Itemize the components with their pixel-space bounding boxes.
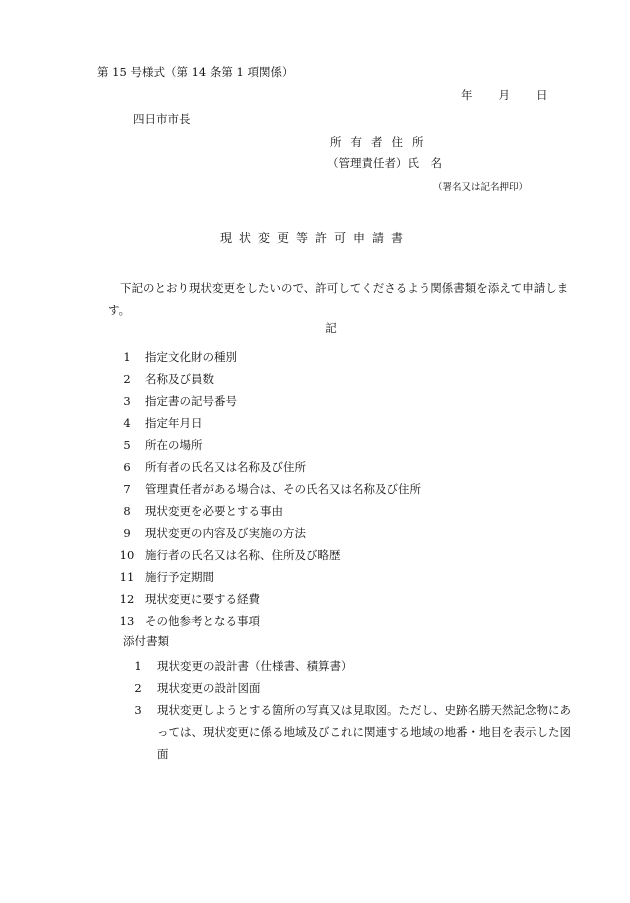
item-text: 所在の場所 — [145, 438, 203, 452]
document-title: 現状変更等許可申請書 — [219, 231, 410, 245]
list-item — [115, 390, 421, 412]
list-item — [115, 522, 421, 544]
list-item — [115, 346, 421, 368]
item-text: 現状変更に要する経費 — [145, 592, 260, 606]
item-text: 現状変更を必要とする事由 — [145, 504, 283, 518]
attachment-item — [129, 677, 577, 699]
attachment-text: 現状変更の設計図面 — [157, 681, 261, 695]
item-text: 指定書の記号番号 — [145, 394, 237, 408]
date-month: 月 — [498, 88, 510, 102]
item-number: 9 — [123, 526, 131, 540]
list-item — [115, 434, 421, 456]
item-number: 7 — [123, 482, 131, 496]
item-text: 所有者の氏名又は名称及び住所 — [145, 460, 306, 474]
intro-paragraph: 下記のとおり現状変更をしたいので、許可してくださるよう関係書類を添えて申請します。 — [108, 281, 569, 317]
item-text: 施行予定期間 — [145, 570, 214, 584]
attachments-heading: 添付書類 — [123, 634, 169, 648]
attachment-item — [129, 699, 577, 765]
item-number: 2 — [123, 372, 131, 386]
list-item — [115, 588, 421, 610]
owner-address-label: 所有者住所 — [330, 135, 433, 149]
item-text: 名称及び員数 — [145, 372, 214, 386]
item-number: 11 — [119, 570, 135, 584]
date-day: 日 — [536, 88, 548, 102]
attachment-item — [129, 655, 577, 677]
item-text: 施行者の氏名又は名称、住所及び略歴 — [145, 548, 341, 562]
item-number: 13 — [119, 614, 135, 628]
form-number: 第 15 号様式（第 14 条第 1 項関係） — [97, 65, 294, 79]
item-number: 3 — [123, 394, 131, 408]
list-item — [115, 478, 421, 500]
attachment-text: 現状変更しようとする箇所の写真又は見取図。ただし、史跡名勝天然記念物にあっては、現状変更に係る地域及びこれに関連する地域の地番・地目を表示した図面 — [157, 703, 571, 761]
item-number: 12 — [119, 592, 135, 606]
attachment-number: 1 — [134, 659, 142, 673]
item-text: 管理責任者がある場合は、その氏名又は名称及び住所 — [145, 482, 421, 496]
attachment-number: 2 — [134, 681, 142, 695]
item-number: 8 — [123, 504, 131, 518]
list-item — [115, 456, 421, 478]
item-text: 指定年月日 — [145, 416, 203, 430]
attachment-text: 現状変更の設計書（仕様書、積算書） — [157, 659, 353, 673]
item-text: 現状変更の内容及び実施の方法 — [145, 526, 306, 540]
attachment-number: 3 — [134, 703, 142, 717]
list-item — [115, 368, 421, 390]
seal-note: （署名又は記名押印） — [433, 182, 529, 193]
date-line — [461, 90, 548, 102]
item-number: 10 — [119, 548, 135, 562]
item-text: 指定文化財の種別 — [145, 350, 237, 364]
item-number: 6 — [123, 460, 131, 474]
item-text: その他参考となる事項 — [145, 614, 260, 628]
item-number: 5 — [123, 438, 131, 452]
attachment-list — [129, 655, 577, 765]
item-number: 4 — [123, 416, 131, 430]
owner-name-label: （管理責任者）氏 名 — [327, 156, 442, 170]
item-list — [115, 346, 421, 632]
list-item — [115, 610, 421, 632]
date-year: 年 — [461, 88, 473, 102]
addressee: 四日市市長 — [133, 112, 191, 126]
list-item — [115, 412, 421, 434]
list-item — [115, 500, 421, 522]
item-number: 1 — [123, 350, 131, 364]
list-item — [115, 566, 421, 588]
list-item — [115, 544, 421, 566]
ki-heading: 記 — [325, 321, 337, 335]
